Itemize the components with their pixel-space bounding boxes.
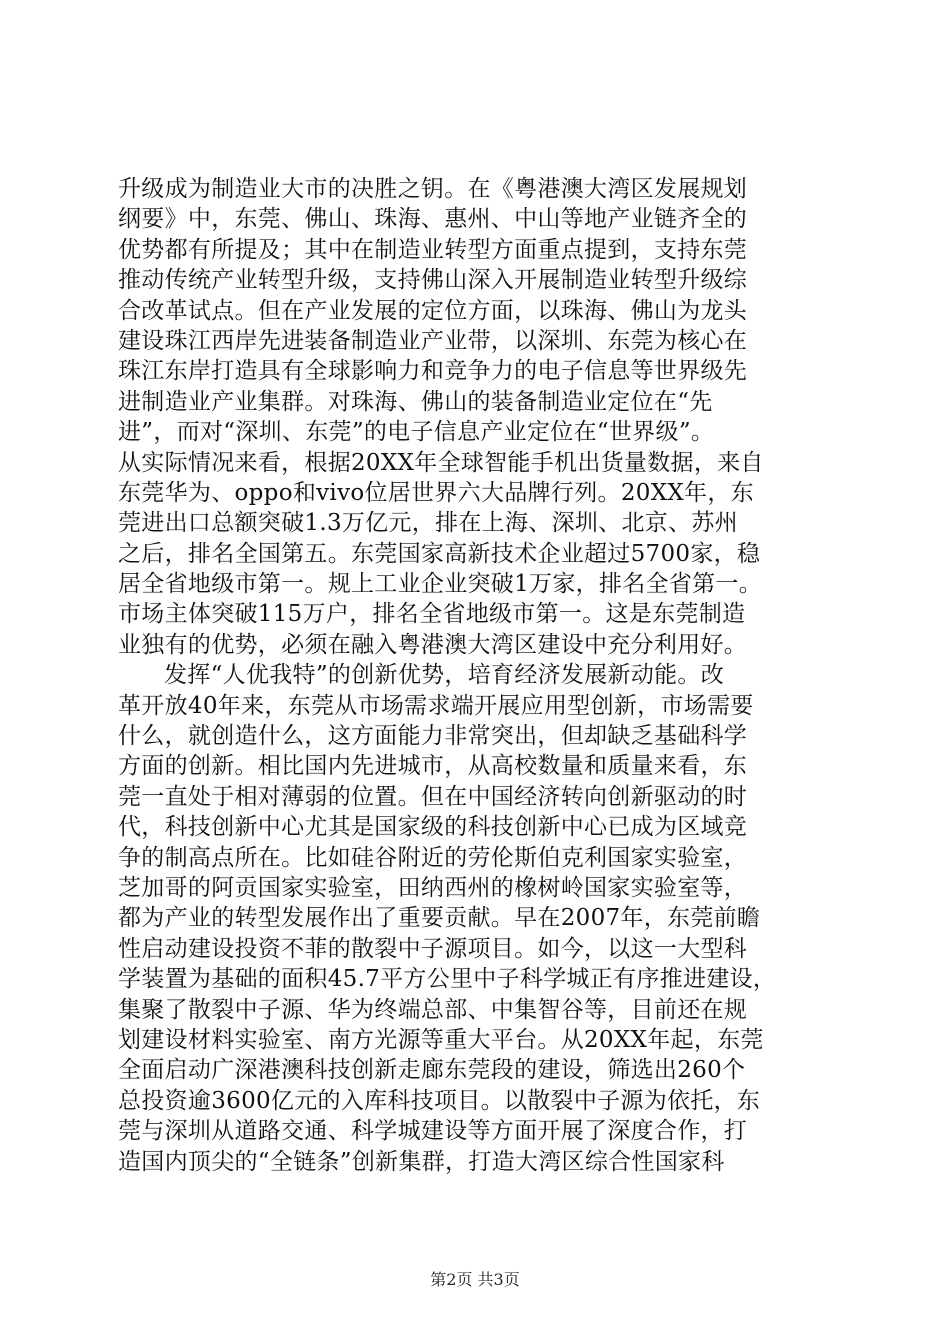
text-line: 推动传统产业转型升级，支持佛山深入开展制造业转型升级综 bbox=[118, 267, 748, 294]
text-line: 争的制高点所在。比如硅谷附近的劳伦斯伯克利国家实验室， bbox=[118, 844, 748, 871]
body-text bbox=[118, 174, 842, 1177]
paragraph-first-line: 发挥“人优我特”的创新优势，培育经济发展新动能。改 bbox=[164, 662, 725, 689]
text-line: 什么，就创造什么，这方面能力非常突出，但却缺乏基础科学 bbox=[118, 723, 748, 750]
text-line: 建设珠江西岸先进装备制造业产业带，以深圳、东莞为核心在 bbox=[118, 327, 748, 354]
text-line: 莞与深圳从道路交通、科学城建设等方面开展了深度合作，打 bbox=[118, 1118, 748, 1145]
text-line: 合改革试点。但在产业发展的定位方面，以珠海、佛山为龙头 bbox=[118, 297, 748, 324]
text-line: 东莞华为、oppo和vivo位居世界六大品牌行列。20XX年，东 bbox=[118, 479, 754, 506]
text-line: 性启动建设投资不菲的散裂中子源项目。如今，以这一大型科 bbox=[118, 935, 748, 962]
text-line: 业独有的优势，必须在融入粤港澳大湾区建设中充分利用好。 bbox=[118, 631, 748, 658]
text-line: 代，科技创新中心尤其是国家级的科技创新中心已成为区域竞 bbox=[118, 814, 748, 841]
text-line: 优势都有所提及；其中在制造业转型方面重点提到，支持东莞 bbox=[118, 236, 748, 263]
text-line: 芝加哥的阿贡国家实验室，田纳西州的橡树岭国家实验室等， bbox=[118, 874, 748, 901]
text-line: 革开放40年来，东莞从市场需求端开展应用型创新，市场需要 bbox=[118, 692, 754, 719]
text-line: 从实际情况来看，根据20XX年全球智能手机出货量数据，来自 bbox=[118, 449, 764, 476]
page-indicator: 第2页 共3页 bbox=[430, 1270, 520, 1289]
text-line: 纲要》中，东莞、佛山、珠海、惠州、中山等地产业链齐全的 bbox=[118, 206, 748, 233]
text-line: 市场主体突破115万户，排名全省地级市第一。这是东莞制造 bbox=[118, 601, 746, 628]
text-line: 进制造业产业集群。对珠海、佛山的装备制造业定位在“先 bbox=[118, 388, 713, 415]
text-line: 划建设材料实验室、南方光源等重大平台。从20XX年起，东莞 bbox=[118, 1026, 764, 1053]
text-line: 全面启动广深港澳科技创新走廊东莞段的建设，筛选出260个 bbox=[118, 1057, 746, 1084]
text-line: 造国内顶尖的“全链条”创新集群，打造大湾区综合性国家科 bbox=[118, 1148, 725, 1175]
text-line: 学装置为基础的面积45.7平方公里中子科学城正有序推进建设， bbox=[118, 966, 777, 993]
text-line: 莞进出口总额突破1.3万亿元，排在上海、深圳、北京、苏州 bbox=[118, 510, 738, 537]
text-line: 之后，排名全国第五。东莞国家高新技术企业超过5700家，稳 bbox=[118, 540, 761, 567]
text-line: 集聚了散裂中子源、华为终端总部、中集智谷等，目前还在规 bbox=[118, 996, 748, 1023]
text-line: 方面的创新。相比国内先进城市，从高校数量和质量来看，东 bbox=[118, 753, 748, 780]
text-line: 总投资逾3600亿元的入库科技项目。以散裂中子源为依托，东 bbox=[118, 1087, 761, 1114]
text-line: 都为产业的转型发展作出了重要贡献。早在2007年，东莞前瞻 bbox=[118, 905, 761, 932]
text-line: 珠江东岸打造具有全球影响力和竞争力的电子信息等世界级先 bbox=[118, 358, 748, 385]
text-line: 莞一直处于相对薄弱的位置。但在中国经济转向创新驱动的时 bbox=[118, 783, 748, 810]
page-footer bbox=[0, 1270, 950, 1290]
text-line: 进”，而对“深圳、东莞”的电子信息产业定位在“世界级”。 bbox=[118, 419, 715, 446]
text-line: 居全省地级市第一。规上工业企业突破1万家，排名全省第一。 bbox=[118, 571, 763, 598]
text-line: 升级成为制造业大市的决胜之钥。在《粤港澳大湾区发展规划 bbox=[118, 176, 748, 202]
